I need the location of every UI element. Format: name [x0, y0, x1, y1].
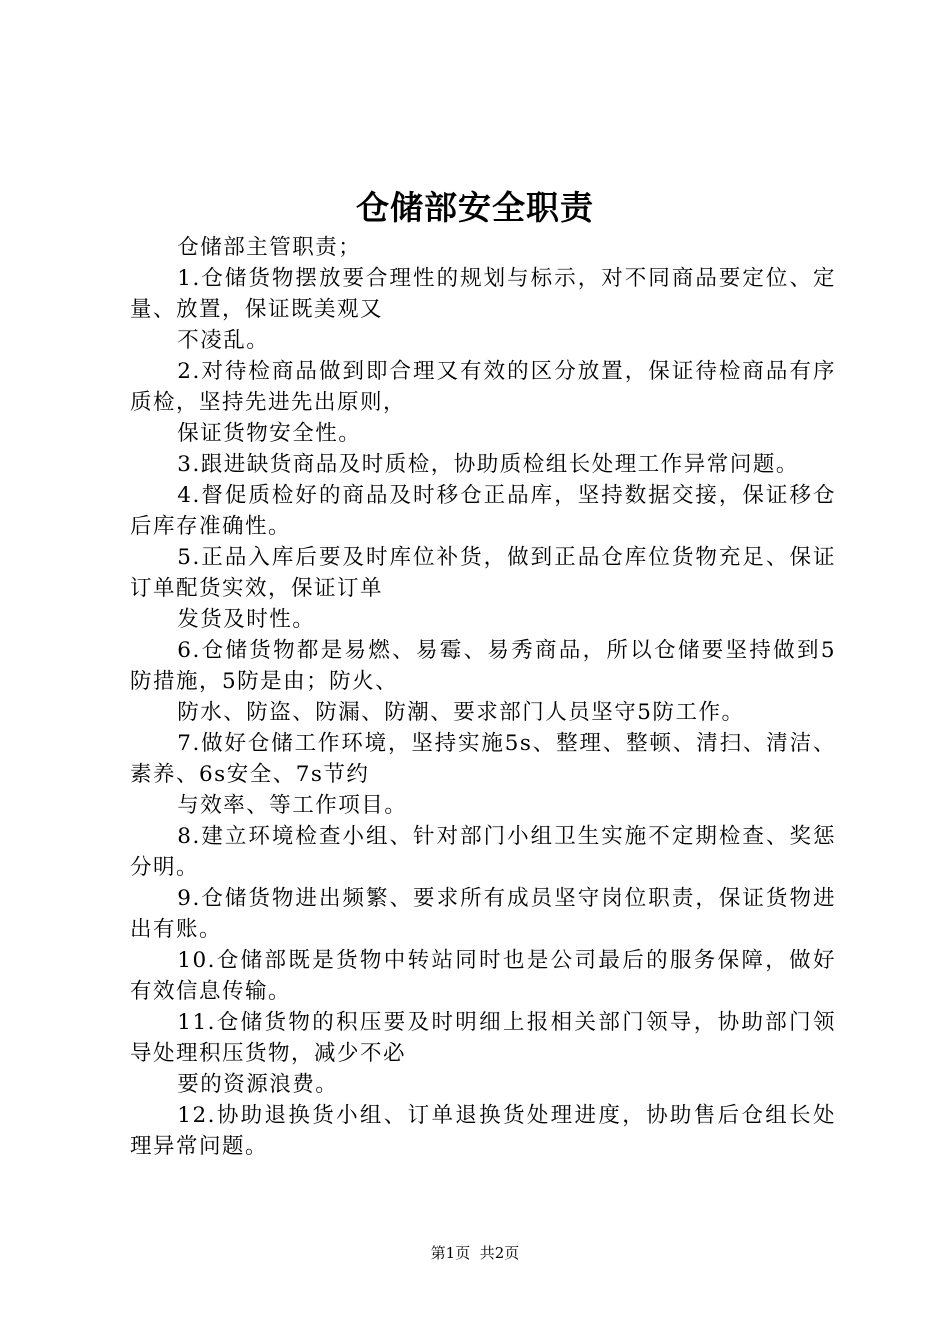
document-body — [130, 232, 836, 1162]
paragraph-0: 仓储部主管职责； — [177, 235, 362, 260]
paragraph-4: 保证货物安全性。 — [177, 421, 362, 446]
paragraph-7: 5.正品入库后要及时库位补货，做到正品仓库位货物充足、保证订单配货实效，保证订单 — [130, 545, 836, 601]
paragraph-6: 4.督促质检好的商品及时移仓正品库，坚持数据交接，保证移仓后库存准确性。 — [130, 483, 836, 539]
page-total: 共2页 — [479, 1244, 520, 1262]
paragraph-3: 2.对待检商品做到即合理又有效的区分放置，保证待检商品有序质检，坚持先进先出原则， — [130, 359, 836, 415]
paragraph-14: 9.仓储货物进出频繁、要求所有成员坚守岗位职责，保证货物进出有账。 — [130, 886, 836, 942]
paragraph-18: 12.协助退换货小组、订单退换货处理进度，协助售后仓组长处理异常问题。 — [130, 1103, 836, 1159]
page-title: 仓储部安全职责 — [356, 188, 594, 227]
paragraph-15: 10.仓储部既是货物中转站同时也是公司最后的服务保障，做好有效信息传输。 — [130, 948, 836, 1004]
paragraph-2: 不凌乱。 — [177, 328, 270, 353]
page-footer — [0, 1243, 950, 1263]
paragraph-13: 8.建立环境检查小组、针对部门小组卫生实施不定期检查、奖惩分明。 — [130, 824, 836, 880]
paragraph-1: 1.仓储货物摆放要合理性的规划与标示，对不同商品要定位、定量、放置，保证既美观又 — [130, 266, 836, 322]
paragraph-11: 7.做好仓储工作环境，坚持实施5s、整理、整顿、清扫、清洁、素养、6s安全、7s节约 — [130, 731, 836, 787]
paragraph-10: 防水、防盗、防漏、防潮、要求部门人员坚守5防工作。 — [177, 700, 745, 725]
paragraph-16: 11.仓储货物的积压要及时明细上报相关部门领导，协助部门领导处理积压货物，减少不必 — [130, 1010, 836, 1066]
paragraph-8: 发货及时性。 — [177, 607, 316, 632]
paragraph-17: 要的资源浪费。 — [177, 1072, 339, 1097]
paragraph-12: 与效率、等工作项目。 — [177, 793, 408, 818]
page-number: 第1页 — [430, 1244, 471, 1262]
paragraph-5: 3.跟进缺货商品及时质检，协助质检组长处理工作异常问题。 — [177, 452, 799, 477]
paragraph-9: 6.仓储货物都是易燃、易霉、易秀商品，所以仓储要坚持做到5防措施，5防是由；防火、 — [130, 638, 836, 694]
